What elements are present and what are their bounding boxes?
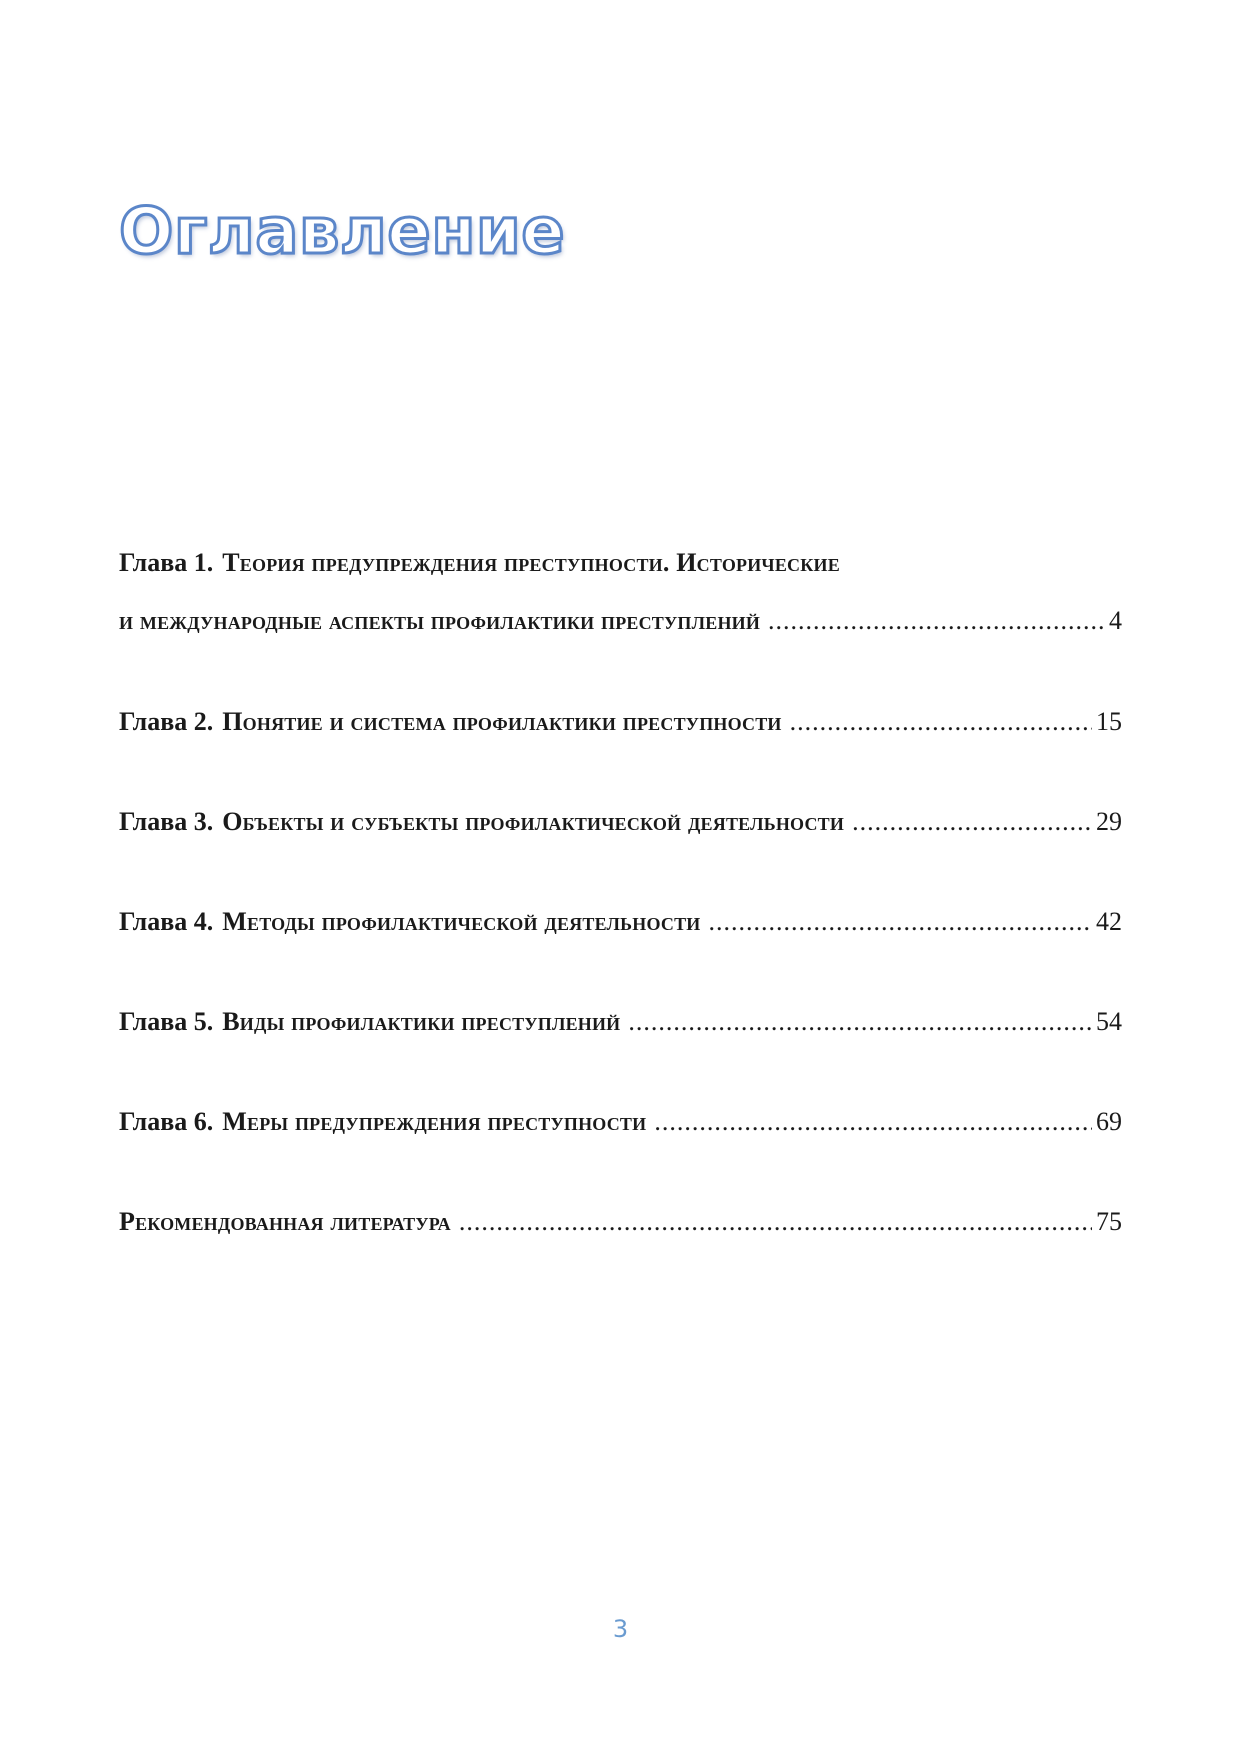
toc-entry-chapter-3[interactable] (119, 792, 1122, 852)
toc-line (119, 992, 1122, 1052)
page-ref: 54 (1096, 1007, 1122, 1036)
dot-leader (852, 792, 1092, 852)
chapter-title-line-1: Теория предупреждения преступности. Исторические (222, 548, 840, 577)
toc-line (119, 692, 1122, 752)
page-ref: 29 (1096, 807, 1122, 836)
chapter-title: Объекты и субъекты профилактической деятельности (222, 807, 845, 836)
toc-entry-chapter-1[interactable] (119, 534, 1122, 650)
references-title: Рекомендованная литература (119, 1207, 451, 1236)
page-title: Оглавление (119, 195, 566, 269)
toc-entry-references[interactable] (119, 1192, 1122, 1252)
chapter-title: Виды профилактики преступлений (222, 1007, 621, 1036)
dot-leader (709, 892, 1093, 952)
chapter-label: Глава 3. (119, 807, 214, 836)
chapter-title-line-2: и международные аспекты профилактики преступлений (119, 606, 761, 635)
dot-leader (790, 692, 1092, 752)
toc-entry-chapter-5[interactable] (119, 992, 1122, 1052)
toc-entry-chapter-4[interactable] (119, 892, 1122, 952)
dot-leader (654, 1092, 1092, 1152)
table-of-contents (119, 534, 1122, 1252)
page-ref: 42 (1096, 907, 1122, 936)
chapter-label: Глава 5. (119, 1007, 214, 1036)
chapter-label: Глава 2. (119, 707, 214, 736)
chapter-title: Методы профилактической деятельности (222, 907, 701, 936)
toc-line (119, 534, 1122, 592)
dot-leader (459, 1192, 1092, 1252)
toc-line (119, 892, 1122, 952)
page-ref: 15 (1096, 707, 1122, 736)
dot-leader (628, 992, 1092, 1052)
toc-entry-chapter-6[interactable] (119, 1092, 1122, 1152)
chapter-title: Понятие и система профилактики преступности (222, 707, 782, 736)
toc-line (119, 792, 1122, 852)
toc-line (119, 1092, 1122, 1152)
toc-line (119, 1192, 1122, 1252)
toc-entry-chapter-2[interactable] (119, 692, 1122, 752)
page-ref: 4 (1109, 606, 1122, 635)
dot-leader (768, 592, 1105, 650)
page-number: 3 (612, 1615, 629, 1643)
chapter-label: Глава 4. (119, 907, 214, 936)
page-ref: 69 (1096, 1107, 1122, 1136)
toc-line (119, 592, 1122, 650)
chapter-title: Меры предупреждения преступности (222, 1107, 647, 1136)
page-ref: 75 (1096, 1207, 1122, 1236)
chapter-label: Глава 6. (119, 1107, 214, 1136)
chapter-label: Глава 1. (119, 548, 214, 577)
